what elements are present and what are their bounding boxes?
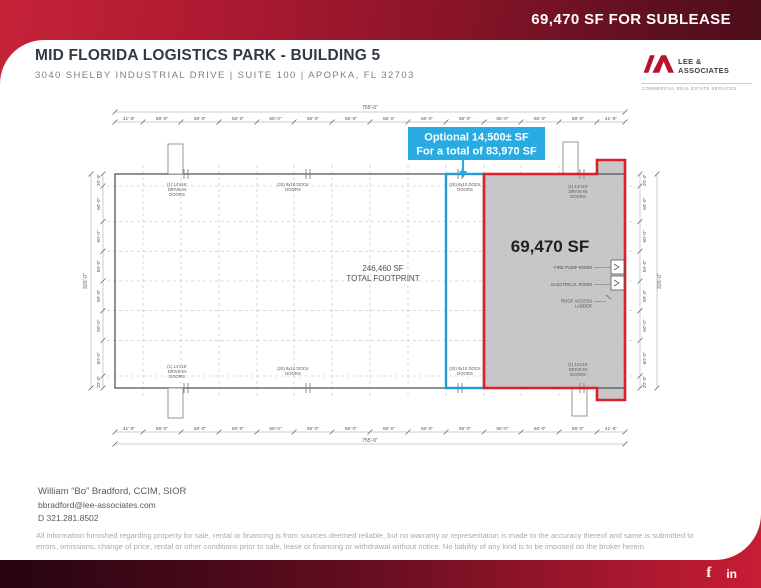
lee-associates-logo-mark-icon [642,52,674,81]
drive-in-doors-label: DOORS [570,372,586,377]
dim-overall-right: 320'-0" [657,272,663,290]
dim-overall-left: 320'-0" [83,272,89,290]
roof-access-ladder-label: LADDER [574,303,592,309]
dim-label: 56'-0" [231,427,245,432]
dim-label: 56'-0" [306,117,320,122]
drive-in-doors-label: DOORS [570,194,586,199]
electrical-room-label: ELECTRICAL ROOM [551,282,592,287]
dock-doors-label: DOORS [285,371,301,376]
dim-label: 20'-0" [643,173,648,187]
floor-plan [0,95,761,468]
footprint-label: TOTAL FOOTPRINT [346,274,420,283]
lee-associates-logo [642,52,752,91]
dim-label: 60'-0" [97,352,102,365]
dock-doors-label: DOORS [285,187,301,192]
contact-name: William “Bo” Bradford, CCIM, SIOR [38,486,187,497]
dim-label: 20'-0" [643,375,648,389]
dim-label: 50'-0" [97,289,102,303]
dim-label: 50'-0" [643,319,648,332]
drive-in-doors-label: DRIVE-IN [568,189,588,194]
dim-label: 56'-0" [155,117,169,122]
dock-doors-label: (20) 9x10 DOCK [449,366,481,371]
dock-doors-label: (20) 9x10 DOCK [277,366,309,371]
dim-label: 56'-0" [496,117,509,122]
drive-in-doors-label: DRIVE-IN [568,367,588,372]
drive-in-doors-label: (1) 14'x16' [568,184,588,189]
dim-label: 56'-0" [306,427,320,432]
dim-label: 50'-0" [643,230,648,243]
sublease-region-fill [484,160,625,400]
dim-label: 56'-0" [533,117,547,122]
dim-label: 56'-0" [193,117,207,122]
dim-label: 20'-0" [97,375,102,389]
drive-in-doors-label: DRIVE-IN [167,369,187,374]
fire-pump-room-label: FIRE PUMP ROOM [554,265,592,270]
dim-label: 56'-0" [382,117,396,122]
dim-col-right [642,174,648,389]
drive-in-doors-label: (1) 14'x16' [167,182,187,187]
optional-callout-line1: Optional 14,500± SF [424,131,529,144]
dim-label: 56'-0" [496,427,509,432]
dim-label: 56'-0" [269,117,282,122]
dim-label: 56'-0" [231,117,245,122]
drive-in-doors-label: (1) 14'x16' [167,364,187,369]
dim-overall-bottom: 755'-0" [361,438,379,444]
dim-label: 56'-0" [420,117,434,122]
dim-label: 56'-0" [420,427,434,432]
logo-line1: LEE & [678,56,702,66]
dim-label: 56'-0" [458,117,472,122]
sublease-sf: 69,470 SF [510,237,590,256]
dim-label: 56'-0" [344,117,358,122]
drive-in-doors-label: DRIVE-IN [167,187,187,192]
dim-label: 56'-0" [458,427,472,432]
drive-in-doors-label: DOORS [169,192,185,197]
dim-col-left [96,174,102,389]
dock-doors-label: (20) 9x10 DOCK [277,182,309,187]
optional-callout-line2: For a total of 83,970 SF [416,145,537,158]
dim-label: 50'-0" [643,289,648,303]
logo-tagline: COMMERCIAL REAL ESTATE SERVICES [642,83,752,91]
contact-block [38,486,186,523]
page-title: MID FLORIDA LOGISTICS PARK - BUILDING 5 [35,47,381,64]
facebook-icon[interactable]: f [706,565,712,581]
dim-label: 56'-0" [344,427,358,432]
contact-phone: D 321.281.8502 [38,513,99,523]
dock-doors-label: (20) 9x10 DOCK [449,182,481,187]
dim-row-top [123,116,618,122]
contact-email[interactable]: bbradford@lee-associates.com [38,500,156,510]
dim-label: 60'-0" [643,197,648,210]
dim-label: 50'-0" [97,319,102,332]
dim-label: 41'-6" [122,117,136,122]
dim-label: 50'-0" [97,259,102,273]
linkedin-icon[interactable]: in [726,566,737,581]
roof-access-ladder-label: ROOF ACCESS [560,298,592,304]
footprint-sf: 246,460 SF [362,264,404,273]
drive-in-doors-label: (1) 14'x16' [568,362,588,367]
property-address: 3040 SHELBY INDUSTRIAL DRIVE | SUITE 100 | APOPKA, FL 32703 [35,70,415,81]
dim-label: 60'-0" [643,352,648,365]
dim-label: 56'-0" [193,427,207,432]
dim-label: 41'-6" [604,427,618,432]
dim-label: 56'-0" [382,427,396,432]
sublease-headline: 69,470 SF FOR SUBLEASE [531,11,731,28]
dim-label: 56'-0" [533,427,547,432]
dim-label: 50'-0" [643,259,648,273]
dock-doors-label: DOORS [457,371,473,376]
disclaimer-text: All information furnished regarding property for sale, rental or financing is from sources deemed reliable, but no warranty or representation is made to the accuracy thereof and same is submitted to errors, omissions, change of price, rental or other conditions prior to sale, lease or financing or withdrawal without notice. No liability of any kind is to be imposed on the broker herein. [36,531,694,551]
social-links [706,565,737,582]
dim-row-bottom [123,426,618,432]
dim-label: 56'-0" [571,427,585,432]
dim-label: 50'-0" [97,230,102,243]
dim-label: 56'-0" [571,117,585,122]
dock-doors-label: DOORS [457,187,473,192]
dim-label: 41'-6" [604,117,618,122]
dim-label: 56'-0" [269,427,282,432]
dim-label: 41'-6" [122,427,136,432]
dim-label: 60'-0" [97,197,102,210]
dim-label: 20'-0" [97,173,102,187]
dim-label: 56'-0" [155,427,169,432]
logo-line2: ASSOCIATES [678,65,730,75]
drive-in-doors-label: DOORS [169,374,185,379]
dim-overall-top: 755'-0" [361,105,379,111]
